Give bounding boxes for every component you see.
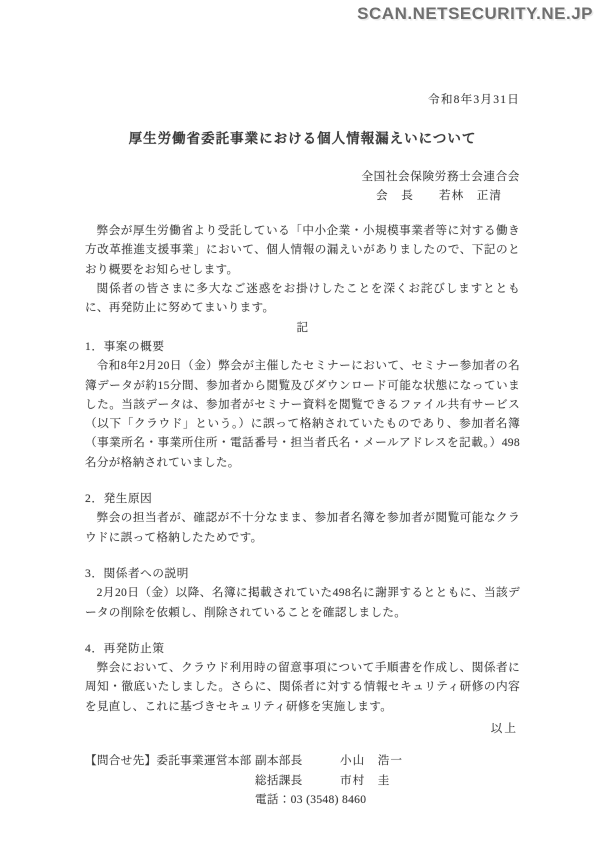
sender-president: 会 長 若林 正清 [376, 188, 502, 202]
contact-label: 【問合せ先】 [85, 754, 157, 768]
section-prevention [85, 639, 520, 716]
document-title: 厚生労働省委託事業における個人情報漏えいについて [128, 131, 477, 147]
intro-paragraph: 関係者の皆さまに多大なご迷惑をお掛けしたことを深くお詫びしますとともに、再発防止に努めてまいります。 [85, 282, 520, 315]
document-date: 令和8年3月31日 [428, 93, 520, 106]
contact-person-row [255, 751, 520, 770]
contact-phone: 電話：03 (3548) 8460 [255, 792, 367, 806]
section-cause [85, 489, 520, 547]
section-4-text: 弊会において、クラウド利用時の留意事項について手順書を作成し、関係者に周知・徹底いたしました。さらに、関係者に対する情報セキュリティ研修の内容を見直し、これに基づきセキュリティ研修を実施します。 [85, 661, 520, 713]
section-4-heading: 4．再発防止策 [85, 641, 165, 655]
contact-person-name: 市村 圭 [340, 773, 391, 787]
section-1-body [85, 356, 520, 472]
section-2-heading: 2．発生原因 [85, 492, 153, 506]
contact-person-name: 小山 浩一 [340, 754, 403, 768]
section-1-text: 令和8年2月20日（金）弊会が主催したセミナーにおいて、セミナー参加者の名簿データが約15分間、参加者から閲覧及びダウンロード可能な状態になっていました。当該データは、参加者がセミナー資料を閲覧できるファイル共有サービス（以下「クラウド」という。）に誤って格納されていたものであり、参加者名簿（事業所名・事業所住所・電話番号・担当者氏名・メールアドレスを記載。）498名分が格納されていました。 [85, 359, 520, 469]
section-2-body [85, 508, 520, 547]
section-3-text: 2月20日（金）以降、名簿に掲載されていた498名に謝罪するとともに、当該データの削除を依頼し、削除されていることを確認しました。 [85, 586, 520, 619]
contact-person-role: 副本部長 [255, 754, 303, 768]
intro-paragraph: 弊会が厚生労働省より受託している「中小企業・小規模事業者等に対する働き方改革推進支援事業」において、個人情報の漏えいがありましたので、下記のとおり概要をお知らせします。 [85, 224, 520, 276]
section-overview [85, 337, 520, 472]
sender-organization: 全国社会保険労務士会連合会 [361, 169, 520, 183]
section-explanation [85, 564, 520, 622]
record-marker: 記 [296, 320, 309, 334]
section-3-heading: 3．関係者への説明 [85, 566, 189, 580]
contact-department: 委託事業運営本部 [156, 754, 252, 768]
scan-netsecurity-watermark: SCAN.NETSECURITY.NE.JP [357, 4, 593, 23]
contact-left [85, 751, 255, 770]
section-1-heading: 1．事案の概要 [85, 339, 165, 353]
closing-statement: 以上 [490, 722, 518, 736]
intro-block [85, 221, 520, 317]
contact-block [85, 751, 520, 809]
document-content [85, 0, 520, 809]
section-4-body [85, 658, 520, 716]
section-2-text: 弊会の担当者が、確認が不十分なまま、参加者名簿を参加者が閲覧可能なクラウドに誤って格納したためです。 [85, 511, 520, 544]
sender-block [85, 167, 520, 206]
contact-person-row [255, 771, 520, 790]
section-3-body [85, 583, 520, 622]
contact-person-role: 総括課長 [255, 773, 303, 787]
contact-right [255, 751, 520, 809]
